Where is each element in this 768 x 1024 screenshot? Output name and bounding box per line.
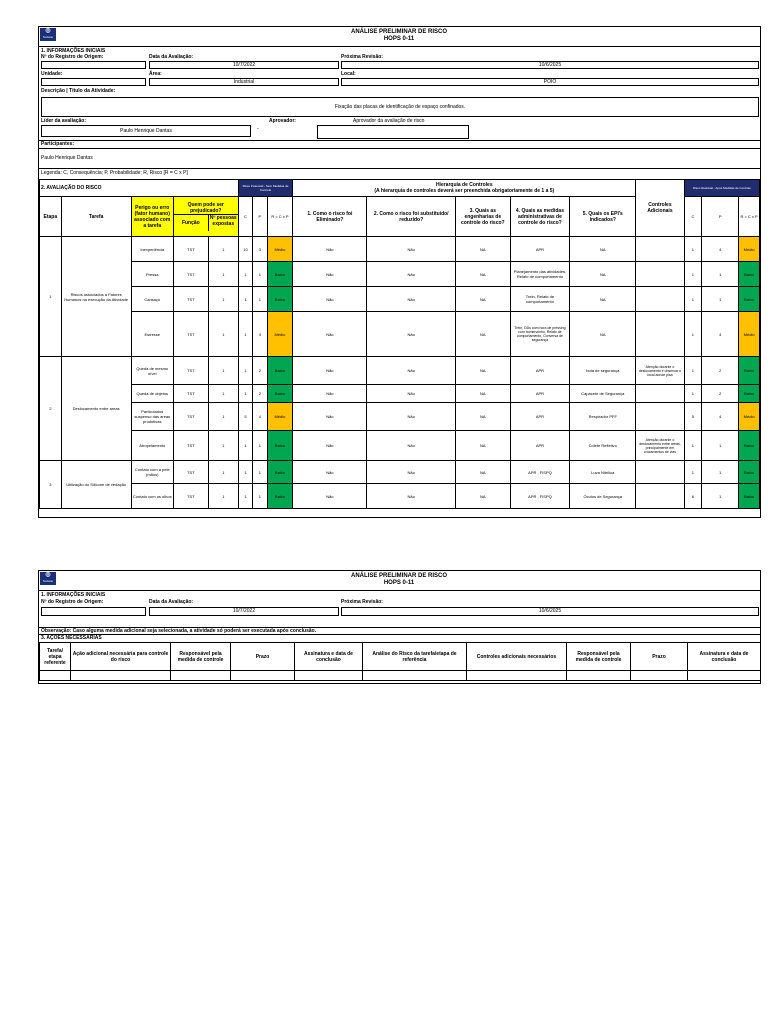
review-label: Próxima Revisão: [341, 54, 383, 60]
col-responsavel: Responsável pela medida de controle [171, 643, 231, 671]
c-cell: 1 [238, 484, 252, 509]
c-cell: 1 [238, 312, 252, 357]
q2-cell: Não [367, 461, 456, 484]
col-q2: 2. Como o risco foi substituído/ reduzido? [367, 197, 456, 237]
q2-cell: Não [367, 403, 456, 431]
perigo-cell: Atropelamento [131, 431, 173, 461]
risk-level-cell: Baixo [267, 461, 293, 484]
q2-cell: Não [367, 484, 456, 509]
col-prazo-2: Prazo [631, 643, 688, 671]
col-r: R = C x P [267, 197, 293, 237]
ctrl-cell: Atenção durante o deslocamento entre areas, principalmente em cruzamentos de vias [636, 431, 684, 461]
q5-cell: bota de segurança [570, 357, 636, 385]
c-cell: 1 [238, 262, 252, 287]
q4-cell: Planejamento das atividades, Relato de comportamento [510, 262, 570, 287]
c-cell: 1 [238, 385, 252, 403]
funcao-cell: TST [173, 262, 208, 287]
apr-sheet-page1 [38, 26, 761, 518]
q1-cell: Não [293, 237, 367, 262]
approver-label: Aprovador: [269, 118, 296, 124]
empty-cell[interactable] [71, 671, 171, 681]
local-label: Local: [341, 71, 356, 77]
page-subtitle: HOPS 0-11 [383, 36, 415, 42]
risk-level-cell: Baixo [267, 431, 293, 461]
rp-cell: 1 [702, 431, 739, 461]
residual-level-cell: Baixo [739, 287, 760, 312]
rp-cell: 1 [702, 287, 739, 312]
p-cell: 1 [253, 431, 267, 461]
col-assinatura: Assinatura e data de conclusão [295, 643, 363, 671]
rp-cell: 2 [702, 357, 739, 385]
date-field[interactable]: 10/7/2022 [149, 607, 339, 616]
q3-cell: NA [456, 403, 511, 431]
risk-level-cell: Médio [267, 312, 293, 357]
leader-label: Líder da avaliação: [41, 118, 87, 124]
q3-cell: NA [456, 312, 511, 357]
q4-cell: Trein, Relato de comportamento [510, 287, 570, 312]
origin-label: Nº do Registro de Origem: [41, 599, 104, 605]
npessoas-cell: 1 [208, 403, 238, 431]
table-row [40, 484, 760, 509]
npessoas-cell: 1 [208, 287, 238, 312]
q2-cell: Não [367, 287, 456, 312]
rp-cell: 1 [702, 262, 739, 287]
perigo-cell: Queda de mesmo nível [131, 357, 173, 385]
potential-risk-header: Risco Potencial - Sem Medidas de Controle [238, 180, 293, 197]
q2-cell: Não [367, 237, 456, 262]
q4-cell: Trein, DDs com hora de pressing com homenzinho, Relato de comportamento, Conversa de segurança [510, 312, 570, 357]
funcao-cell: TST [173, 484, 208, 509]
q5-cell: NA [570, 237, 636, 262]
residual-risk-header: Risco Residual - Após Medidas de Controle [684, 180, 759, 197]
q1-cell: Não [293, 484, 367, 509]
p-cell: 1 [253, 461, 267, 484]
npessoas-cell: 1 [208, 237, 238, 262]
q1-cell: Não [293, 461, 367, 484]
perigo-cell: Particulados suspenso das areas produtivas [131, 403, 173, 431]
review-label: Próxima Revisão: [341, 599, 383, 605]
funcao-cell: TST [173, 312, 208, 357]
q5-cell: Respirador PFF [570, 403, 636, 431]
page-title: ANÁLISE PRELIMINAR DE RISCO [350, 573, 447, 579]
table-row [40, 403, 760, 431]
rc-cell: 1 [684, 385, 702, 403]
funcao-cell: TST [173, 403, 208, 431]
rc-cell: 6 [684, 484, 702, 509]
apr-sheet-page2 [38, 570, 761, 684]
ctrl-cell: Atenção durante o deslocamento e observar o local aonde pisa [636, 357, 684, 385]
col-tarefa: Tarefa [61, 197, 131, 237]
p-cell: 2 [253, 385, 267, 403]
section-initial-info: 1. INFORMAÇÕES INICIAIS [41, 48, 106, 54]
q1-cell: Não [293, 357, 367, 385]
q3-cell: NA [456, 262, 511, 287]
col-tarefa-ref: Tarefa/ etapa referente [40, 643, 71, 671]
empty-cell[interactable] [631, 671, 688, 681]
rc-cell: 5 [684, 403, 702, 431]
actions-table [39, 642, 761, 681]
leader-dash: - [257, 126, 259, 132]
col-analise: Análise do Risco da tarefa/etapa de referência [363, 643, 467, 671]
residual-level-cell: Médio [739, 312, 760, 357]
q4-cell: APR [510, 237, 570, 262]
rp-cell: 4 [702, 237, 739, 262]
col-perigo: Perigo ou erro (fator humano) associado com a tarefa [131, 197, 173, 237]
section-actions: 3. AÇÕES NECESSÁRIAS [41, 635, 102, 641]
col-c: C [238, 197, 252, 237]
table-row [40, 431, 760, 461]
empty-cell[interactable] [363, 671, 467, 681]
description-field[interactable]: Fixação das placas de identificação de espaço confinados. [41, 97, 759, 117]
q2-cell: Não [367, 357, 456, 385]
q1-cell: Não [293, 287, 367, 312]
residual-level-cell: Baixo [739, 262, 760, 287]
col-acao: Ação adicional necessária para controle do risco [71, 643, 171, 671]
p-cell: 4 [253, 403, 267, 431]
approver-hint: Aprovador da avaliação de risco [353, 118, 425, 124]
rp-cell: 4 [702, 403, 739, 431]
col-p: P [253, 197, 267, 237]
risk-level-cell: Baixo [267, 262, 293, 287]
col-assinatura-2: Assinatura e data de conclusão [688, 643, 761, 671]
p-cell: 1 [253, 484, 267, 509]
rp-cell: 1 [702, 484, 739, 509]
table-row [40, 312, 760, 357]
risk-level-cell: Médio [267, 237, 293, 262]
rp-cell: 1 [702, 461, 739, 484]
q2-cell: Não [367, 431, 456, 461]
q4-cell: APR , FISPQ [510, 484, 570, 509]
c-cell: 1 [238, 357, 252, 385]
q4-cell: APR [510, 385, 570, 403]
p-cell: 2 [253, 357, 267, 385]
observation-text: Observação: Caso alguma medida adicional seja selecionada, a atividade só poderá ser executada após conclusão. [41, 628, 317, 634]
q5-cell: Luva Nitrílica [570, 461, 636, 484]
q3-cell: NA [456, 287, 511, 312]
perigo-cell: Queda de objetos [131, 385, 173, 403]
q4-cell: APR [510, 431, 570, 461]
funcao-cell: TST [173, 287, 208, 312]
c-cell: 1 [238, 287, 252, 312]
date-field[interactable]: 10/7/2022 [149, 61, 339, 69]
empty-cell[interactable] [295, 671, 363, 681]
rc-cell: 1 [684, 357, 702, 385]
risk-level-cell: Baixo [267, 287, 293, 312]
rc-cell: 1 [684, 237, 702, 262]
ctrl-cell [636, 312, 684, 357]
risk-level-cell: Baixo [267, 385, 293, 403]
residual-level-cell: Médio [739, 237, 760, 262]
q2-cell: Não [367, 262, 456, 287]
additional-controls-header: Controles Adicionais [636, 180, 684, 237]
npessoas-cell: 1 [208, 312, 238, 357]
ctrl-cell [636, 237, 684, 262]
residual-level-cell: Baixo [739, 385, 760, 403]
origin-label: Nº do Registro de Origem: [41, 54, 104, 60]
perigo-cell: Cansaço [131, 287, 173, 312]
perigo-cell: Estresse [131, 312, 173, 357]
unit-label: Unidade: [41, 71, 63, 77]
col-q5: 5. Quais os EPI's indicados? [570, 197, 636, 237]
ctrl-cell [636, 484, 684, 509]
table-row [40, 461, 760, 484]
col-rr: R = C x P [739, 197, 760, 237]
unit-field[interactable] [41, 78, 146, 86]
table-row [40, 357, 760, 385]
tarefa-cell: Riscos associados a Fatores Humanos na execução da Atividade [61, 237, 131, 357]
page-title: ANÁLISE PRELIMINAR DE RISCO [350, 29, 447, 35]
tarefa-cell: Deslocamento entre areas [61, 357, 131, 461]
company-logo: ◎ Suzano [40, 572, 56, 585]
empty-cell[interactable] [171, 671, 231, 681]
risk-level-cell: Médio [267, 403, 293, 431]
q2-cell: Não [367, 385, 456, 403]
participants-field[interactable]: Paulo Henrique Dantas [39, 148, 760, 169]
page-subtitle: HOPS 0-11 [383, 580, 415, 586]
hierarchy-header: Hierarquia de Controles (A hierarquia de controles deverá ser preenchida obrigatoriamente de 1 a 5) [293, 180, 636, 197]
table-row [40, 287, 760, 312]
col-controles: Controles adicionais necessários [467, 643, 567, 671]
etapa-cell: 1 [40, 237, 62, 357]
rp-cell: 2 [702, 385, 739, 403]
perigo-cell: Pressa [131, 262, 173, 287]
leader-field[interactable]: Paulo Henrique Dantas [41, 125, 251, 137]
col-rc: C [684, 197, 702, 237]
npessoas-cell: 1 [208, 357, 238, 385]
col-q4: 4. Quais as medidas administrativas de controle do risco? [510, 197, 570, 237]
rc-cell: 1 [684, 312, 702, 357]
rp-cell: 4 [702, 312, 739, 357]
ctrl-cell [636, 287, 684, 312]
residual-level-cell: Baixo [739, 431, 760, 461]
col-rp: P [702, 197, 739, 237]
local-field[interactable]: POIO [341, 78, 759, 86]
col-q3: 3. Quais as engenharias de controle do risco? [456, 197, 511, 237]
npessoas-cell: 1 [208, 484, 238, 509]
p-cell: 1 [253, 287, 267, 312]
q3-cell: NA [456, 431, 511, 461]
q4-cell: APR [510, 357, 570, 385]
p-cell: 4 [253, 312, 267, 357]
col-responsavel-2: Responsável pela medida de controle [567, 643, 631, 671]
rc-cell: 1 [684, 262, 702, 287]
area-label: Área: [149, 71, 162, 77]
funcao-cell: TST [173, 357, 208, 385]
col-prazo: Prazo [231, 643, 295, 671]
q3-cell: NA [456, 385, 511, 403]
c-cell: 5 [238, 403, 252, 431]
section-initial-info: 1. INFORMAÇÕES INICIAIS [41, 592, 106, 598]
q5-cell: Óculos de Segurança [570, 484, 636, 509]
risk-level-cell: Baixo [267, 357, 293, 385]
table-row [40, 237, 760, 262]
origin-field[interactable] [41, 607, 146, 616]
col-etapa: Etapa [40, 197, 62, 237]
q4-cell: APR [510, 403, 570, 431]
empty-cell[interactable] [567, 671, 631, 681]
c-cell: 1 [238, 461, 252, 484]
tarefa-cell: Utilização do Silicone de vedação [61, 461, 131, 509]
company-logo: ◎ Suzano [40, 28, 56, 41]
c-cell: 10 [238, 237, 252, 262]
funcao-cell: TST [173, 237, 208, 262]
col-q1: 1. Como o risco foi Eliminado? [293, 197, 367, 237]
q1-cell: Não [293, 262, 367, 287]
perigo-cell: Contato com a pele (mãos) [131, 461, 173, 484]
p-cell: 1 [253, 262, 267, 287]
p-cell: 3 [253, 237, 267, 262]
q3-cell: NA [456, 461, 511, 484]
ctrl-cell [636, 385, 684, 403]
section-risk-eval: 2. AVALIAÇÃO DO RISCO [40, 180, 239, 197]
date-label: Data da Avaliação: [149, 54, 194, 60]
npessoas-cell: 1 [208, 431, 238, 461]
area-field[interactable]: Industrial [149, 78, 339, 86]
npessoas-cell: 1 [208, 385, 238, 403]
residual-level-cell: Baixo [739, 461, 760, 484]
q1-cell: Não [293, 385, 367, 403]
perigo-cell: Inexperiência [131, 237, 173, 262]
q5-cell: NA [570, 312, 636, 357]
q5-cell: Colete Refletivo [570, 431, 636, 461]
npessoas-cell: 1 [208, 262, 238, 287]
legend-text: Legenda: C, Consequência; P, Probabilidade; R, Risco [R = C x P] [41, 170, 188, 176]
rc-cell: 1 [684, 461, 702, 484]
approver-field[interactable] [317, 125, 469, 139]
empty-cell[interactable] [40, 671, 71, 681]
funcao-cell: TST [173, 385, 208, 403]
ctrl-cell [636, 461, 684, 484]
etapa-cell: 2 [40, 357, 62, 461]
q4-cell: APR , FISPQ [510, 461, 570, 484]
empty-cell[interactable] [688, 671, 761, 681]
col-quem: Quem pode ser prejudicado? Função Nº pessoas expostas [173, 197, 238, 237]
q5-cell: NA [570, 287, 636, 312]
perigo-cell: Contato com os olhos [131, 484, 173, 509]
risk-level-cell: Baixo [267, 484, 293, 509]
table-row [40, 262, 760, 287]
ctrl-cell [636, 403, 684, 431]
origin-field[interactable] [41, 61, 146, 69]
etapa-cell: 3 [40, 461, 62, 509]
npessoas-cell: 1 [208, 461, 238, 484]
funcao-cell: TST [173, 461, 208, 484]
risk-table [39, 179, 760, 509]
q3-cell: NA [456, 357, 511, 385]
funcao-cell: TST [173, 431, 208, 461]
q1-cell: Não [293, 431, 367, 461]
residual-level-cell: Médio [739, 403, 760, 431]
review-field[interactable]: 10/6/2025 [341, 607, 759, 616]
q5-cell: Capacete de Segurança [570, 385, 636, 403]
q1-cell: Não [293, 403, 367, 431]
q5-cell: NA [570, 262, 636, 287]
q3-cell: NA [456, 237, 511, 262]
q2-cell: Não [367, 312, 456, 357]
c-cell: 1 [238, 431, 252, 461]
empty-cell[interactable] [231, 671, 295, 681]
q1-cell: Não [293, 312, 367, 357]
participants-label: Participantes: [41, 141, 75, 147]
residual-level-cell: Baixo [739, 357, 760, 385]
rc-cell: 1 [684, 431, 702, 461]
residual-level-cell: Baixo [739, 484, 760, 509]
empty-cell[interactable] [467, 671, 567, 681]
date-label: Data da Avaliação: [149, 599, 194, 605]
ctrl-cell [636, 262, 684, 287]
q3-cell: NA [456, 484, 511, 509]
table-row [40, 671, 761, 681]
rc-cell: 1 [684, 287, 702, 312]
description-label: Descrição | Título da Atividade: [41, 88, 116, 94]
review-field[interactable]: 10/6/2025 [341, 61, 759, 69]
table-row [40, 385, 760, 403]
